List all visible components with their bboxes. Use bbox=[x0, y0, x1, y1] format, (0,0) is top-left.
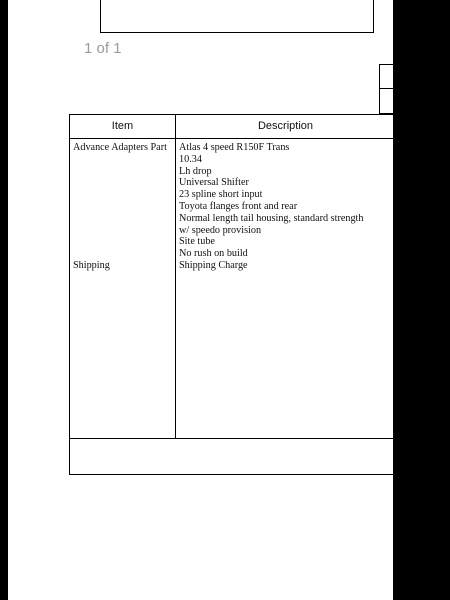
table-body-bottom-border bbox=[69, 438, 393, 439]
row-item: Advance Adapters Part bbox=[73, 142, 167, 153]
side-box bbox=[379, 64, 393, 89]
description-line: 10.34 bbox=[179, 153, 202, 165]
side-box bbox=[379, 88, 393, 114]
table-left-border bbox=[69, 114, 70, 475]
description-line: Shipping Charge bbox=[179, 259, 248, 271]
invoice-table bbox=[69, 114, 393, 475]
column-header-description: Description bbox=[257, 120, 314, 132]
description-line: Site tube bbox=[179, 236, 215, 248]
row-item: Shipping bbox=[73, 260, 110, 271]
page-counter: 1 of 1 bbox=[84, 40, 122, 57]
table-header-divider bbox=[69, 138, 393, 139]
document-page bbox=[8, 0, 393, 600]
description-line: Normal length tail housing, standard strength bbox=[179, 212, 364, 224]
viewer-left-margin bbox=[0, 0, 8, 600]
description-line: No rush on build bbox=[179, 248, 248, 260]
description-line: w/ speedo provision bbox=[179, 224, 262, 236]
viewer-right-margin bbox=[393, 0, 450, 600]
table-bottom-border bbox=[69, 474, 393, 475]
table-column-divider bbox=[175, 114, 176, 439]
header-box bbox=[100, 0, 374, 33]
description-line: Lh drop bbox=[179, 165, 212, 177]
description-line: 23 spline short input bbox=[179, 189, 263, 201]
description-line: Toyota flanges front and rear bbox=[179, 200, 298, 212]
description-line: Universal Shifter bbox=[179, 177, 249, 189]
description-list bbox=[179, 142, 363, 272]
description-line: Atlas 4 speed R150F Trans bbox=[179, 142, 290, 153]
column-header-item: Item bbox=[111, 120, 134, 132]
